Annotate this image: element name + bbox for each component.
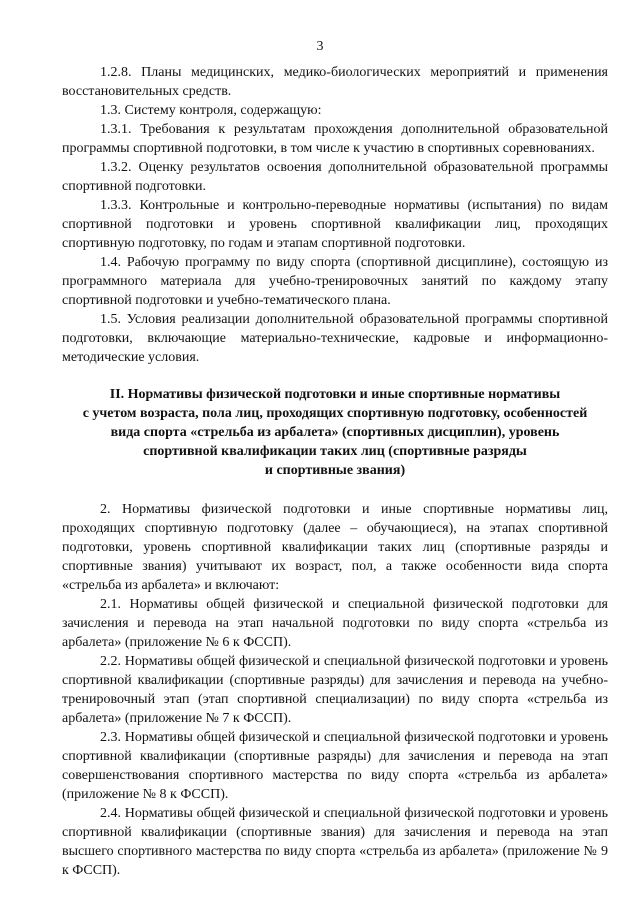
section-body [62,500,608,880]
section-heading-line: с учетом возраста, пола лиц, проходящих спортивную подготовку, особенностей [82,406,588,421]
section-heading-line: спортивной квалификации таких лиц (спортивные разряды [143,444,527,459]
section-heading-line: и спортивные звания) [264,463,406,478]
page-number: 3 [316,39,324,54]
paragraph: 2.1. Нормативы общей физической и специальной физической подготовки для зачисления и перевода на этап начальной подготовки по виду спорта «стрельба из арбалета» (приложение № 6 к ФССП). [62,597,608,650]
paragraph: 1.5. Условия реализации дополнительной образовательной программы спортивной подготовки, включающие материально-технические, кадровые и информационно-методические условия. [62,312,608,365]
document-body [62,63,608,880]
paragraph: 1.3.2. Оценку результатов освоения дополнительной образовательной программы спортивной подготовки. [62,160,608,194]
section-heading [62,385,608,480]
paragraph: 1.3.3. Контрольные и контрольно-переводные нормативы (испытания) по видам спортивной подготовки и уровень спортивной квалификации лиц, проходящих спортивную подготовку, по годам и этапам спортивной подготовки. [62,198,608,251]
paragraph: 2.4. Нормативы общей физической и специальной физической подготовки и уровень спортивной квалификации (спортивные звания) для зачисления и перевода на этап высшего спортивного мастерства по виду спорта «стрельба из арбалета» (приложение № 9 к ФССП). [62,806,608,878]
section-heading-line: II. Нормативы физической подготовки и иные спортивные нормативы [109,387,561,402]
paragraph: 1.3.1. Требования к результатам прохождения дополнительной образовательной программы спортивной подготовки, в том числе к участию в спортивных соревнованиях. [62,122,608,156]
paragraph: 2.3. Нормативы общей физической и специальной физической подготовки и уровень спортивной квалификации (спортивные разряды) для зачисления и перевода на этап совершенствования спортивного мастерства по виду спорта «стрельба из арбалета» (приложение № 8 к ФССП). [62,730,608,802]
paragraph: 1.2.8. Планы медицинских, медико-биологических мероприятий и применения восстановительных средств. [62,65,608,99]
paragraph: 2. Нормативы физической подготовки и иные спортивные нормативы лиц, проходящих спортивную подготовку (далее – обучающиеся), на этапах спортивной подготовки, уровень спортивной квалификации таких лиц (спортивные разряды и спортивные звания) учитывают их возраст, пол, а также особенности вида спорта «стрельба из арбалета» и включают: [62,502,608,593]
paragraph: 1.4. Рабочую программу по виду спорта (спортивной дисциплине), состоящую из программного материала для учебно-тренировочных занятий по каждому этапу спортивной подготовки и учебно-тематического плана. [62,255,608,308]
paragraph: 2.2. Нормативы общей физической и специальной физической подготовки и уровень спортивной квалификации (спортивные разряды) для зачисления и перевода на учебно-тренировочный этап (этап спортивной специализации) по виду спорта «стрельба из арбалета» (приложение № 7 к ФССП). [62,654,608,726]
section-heading-line: вида спорта «стрельба из арбалета» (спортивных дисциплин), уровень [110,425,560,440]
paragraph: 1.3. Систему контроля, содержащую: [100,103,322,118]
